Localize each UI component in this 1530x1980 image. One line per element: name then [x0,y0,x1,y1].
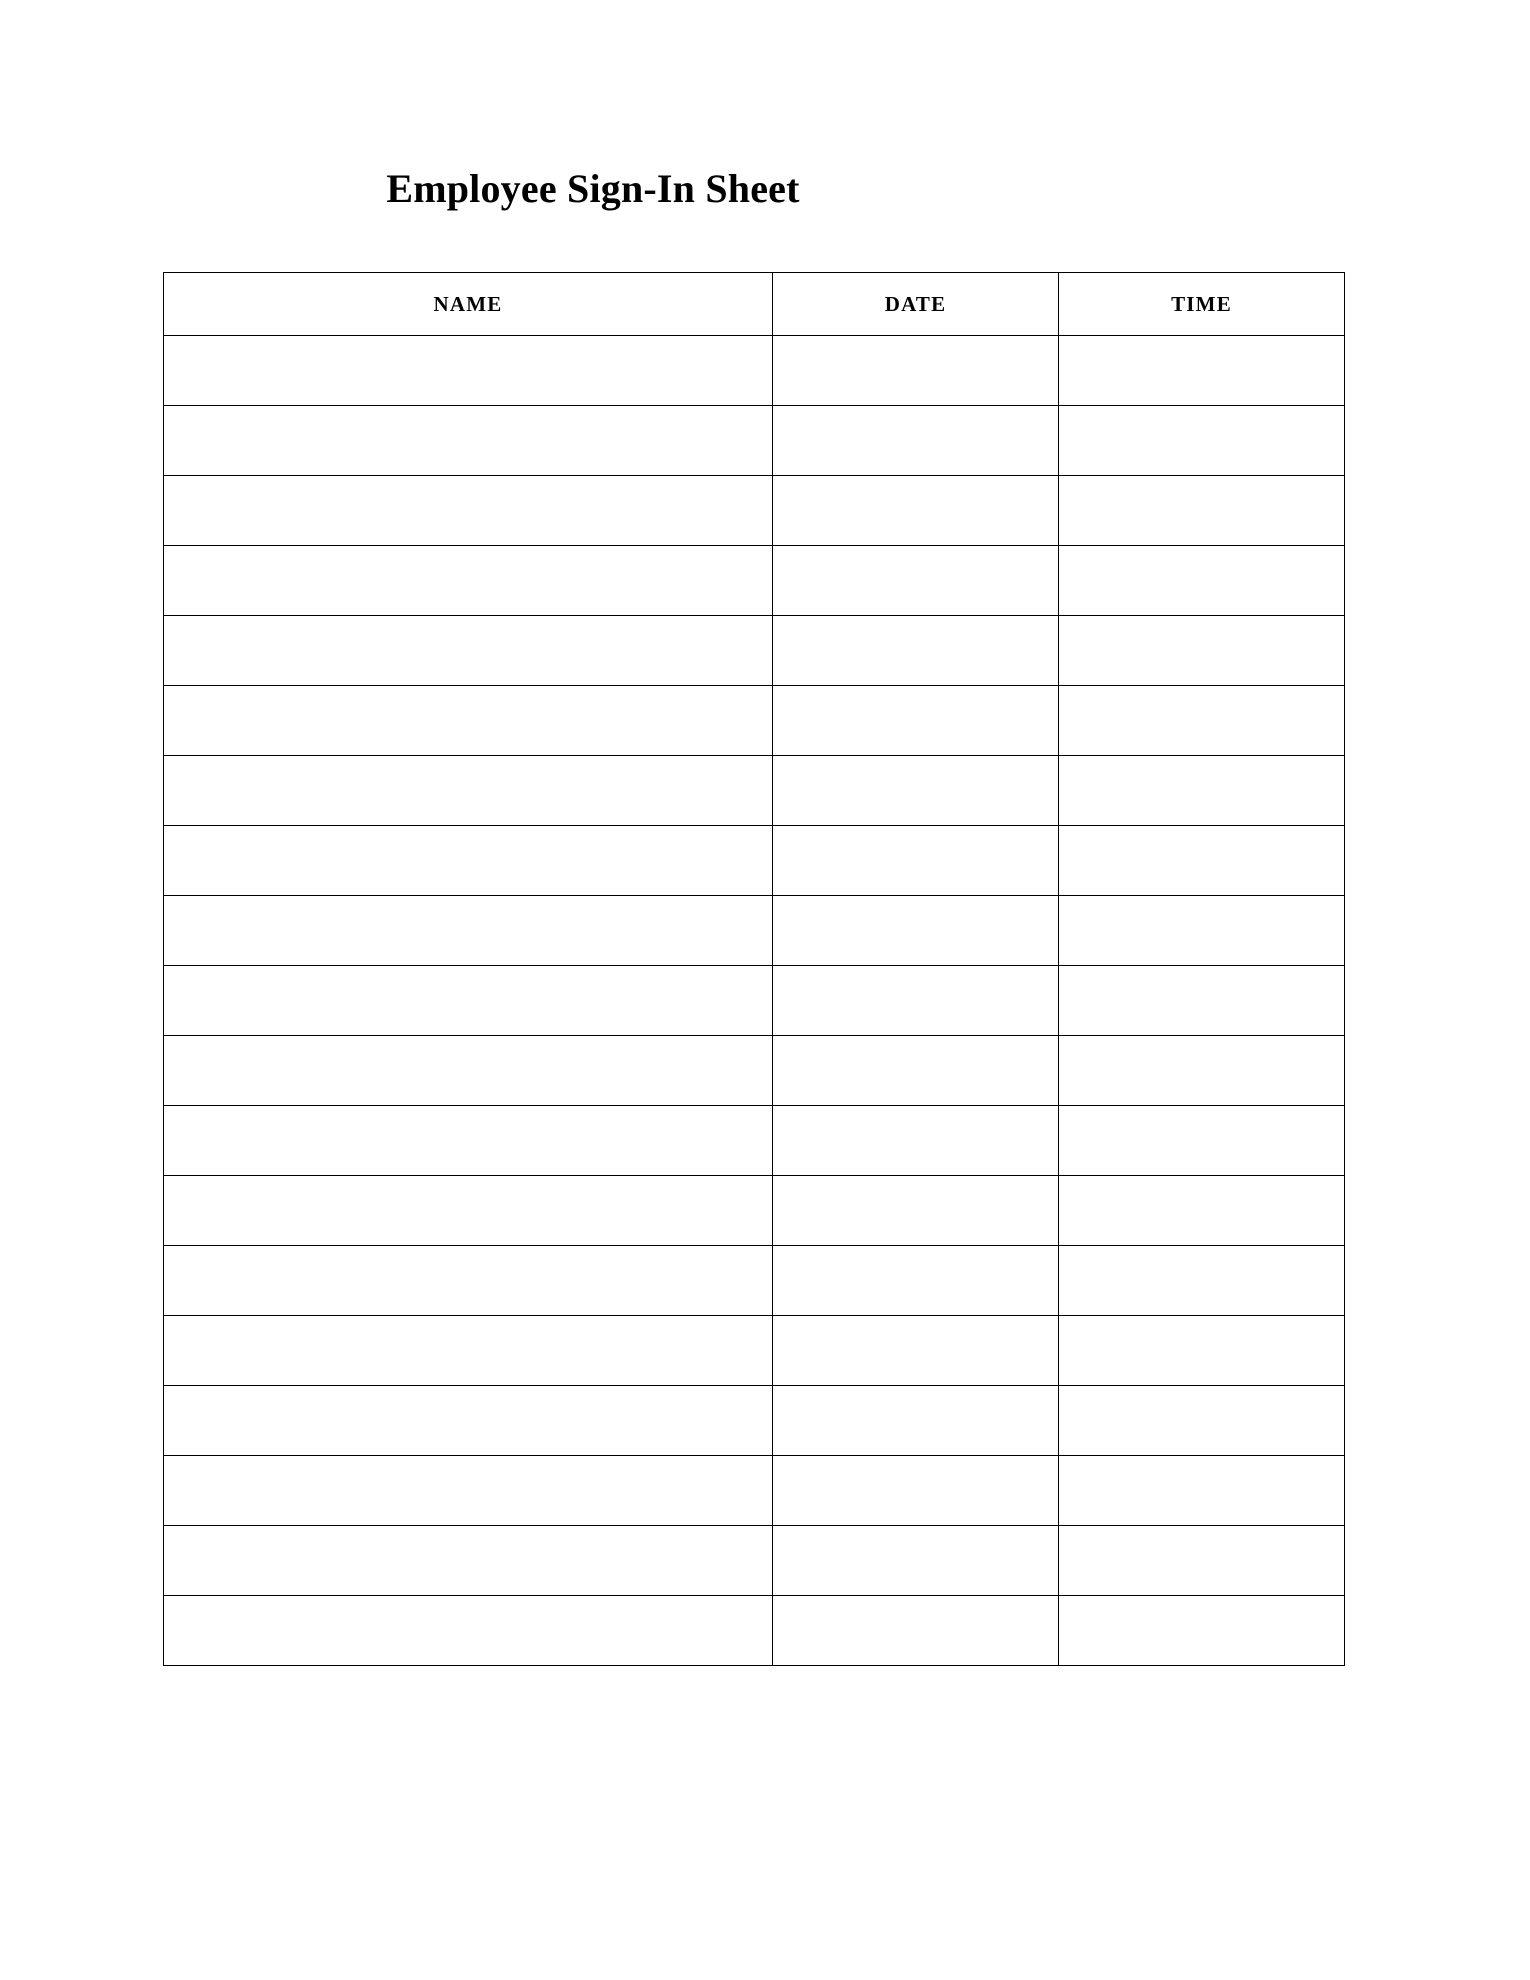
cell-date[interactable] [773,966,1059,1036]
table-row [164,1246,1345,1316]
table-row [164,756,1345,826]
table-row [164,1036,1345,1106]
cell-date[interactable] [773,1526,1059,1596]
entry-name [172,642,772,660]
cell-name[interactable] [164,1036,773,1106]
cell-time[interactable] [1059,1596,1345,1666]
cell-name[interactable] [164,1526,773,1596]
table-row [164,406,1345,476]
entry-name [172,432,772,450]
entry-time [1067,1062,1344,1080]
cell-name[interactable] [164,616,773,686]
table-row [164,1386,1345,1456]
entry-name [172,362,772,380]
cell-time[interactable] [1059,1176,1345,1246]
entry-time [1067,712,1344,730]
cell-date[interactable] [773,1106,1059,1176]
cell-name[interactable] [164,476,773,546]
entry-date [781,922,1058,940]
cell-name[interactable] [164,1386,773,1456]
table-row [164,1176,1345,1246]
entry-name [172,502,772,520]
cell-name[interactable] [164,1176,773,1246]
table-row [164,476,1345,546]
table-row [164,1596,1345,1666]
cell-name[interactable] [164,1246,773,1316]
cell-time[interactable] [1059,1456,1345,1526]
cell-date[interactable] [773,1176,1059,1246]
cell-name[interactable] [164,756,773,826]
cell-name[interactable] [164,686,773,756]
cell-time[interactable] [1059,1246,1345,1316]
entry-name [172,992,772,1010]
entry-time [1067,572,1344,590]
table-row [164,826,1345,896]
entry-name [172,782,772,800]
entry-name [172,852,772,870]
sign-in-table [163,272,1345,1666]
table-row [164,336,1345,406]
cell-time[interactable] [1059,686,1345,756]
cell-time[interactable] [1059,1316,1345,1386]
entry-name [172,1482,772,1500]
entry-date [781,992,1058,1010]
entry-time [1067,1132,1344,1150]
table-row [164,1526,1345,1596]
table-row [164,1316,1345,1386]
entry-date [781,362,1058,380]
cell-date[interactable] [773,616,1059,686]
entry-time [1067,432,1344,450]
cell-time[interactable] [1059,896,1345,966]
column-header-date: DATE [773,273,1059,336]
entry-time [1067,642,1344,660]
entry-name [172,572,772,590]
cell-time[interactable] [1059,616,1345,686]
entry-time [1067,782,1344,800]
entry-date [781,572,1058,590]
entry-time [1067,1482,1344,1500]
table-header-row [164,273,1345,336]
entry-time [1067,1272,1344,1290]
entry-date [781,502,1058,520]
entry-date [781,1132,1058,1150]
entry-date [781,1342,1058,1360]
cell-time[interactable] [1059,406,1345,476]
entry-time [1067,362,1344,380]
entry-name [172,922,772,940]
column-header-time: TIME [1059,273,1345,336]
entry-date [781,642,1058,660]
cell-date[interactable] [773,406,1059,476]
entry-name [172,1132,772,1150]
entry-date [781,1202,1058,1220]
cell-time[interactable] [1059,336,1345,406]
table-row [164,616,1345,686]
cell-time[interactable] [1059,1526,1345,1596]
cell-time[interactable] [1059,1036,1345,1106]
page-title: Employee Sign-In Sheet [386,165,800,211]
entry-time [1067,1622,1344,1640]
table-body [164,336,1345,1666]
cell-date[interactable] [773,1316,1059,1386]
cell-date[interactable] [773,896,1059,966]
entry-date [781,1552,1058,1570]
cell-time[interactable] [1059,756,1345,826]
table-row [164,686,1345,756]
cell-date[interactable] [773,1456,1059,1526]
entry-name [172,1622,772,1640]
table-row [164,1456,1345,1526]
entry-name [172,1552,772,1570]
entry-name [172,712,772,730]
entry-name [172,1272,772,1290]
cell-name[interactable] [164,1456,773,1526]
cell-date[interactable] [773,1036,1059,1106]
entry-date [781,1482,1058,1500]
entry-time [1067,922,1344,940]
table-row [164,1106,1345,1176]
table-row [164,896,1345,966]
cell-date[interactable] [773,476,1059,546]
cell-time[interactable] [1059,826,1345,896]
entry-time [1067,1552,1344,1570]
cell-time[interactable] [1059,1106,1345,1176]
entry-name [172,1412,772,1430]
entry-date [781,782,1058,800]
cell-name[interactable] [164,1106,773,1176]
entry-time [1067,1412,1344,1430]
cell-date[interactable] [773,336,1059,406]
entry-time [1067,992,1344,1010]
cell-date[interactable] [773,756,1059,826]
cell-date[interactable] [773,1386,1059,1456]
entry-time [1067,1342,1344,1360]
entry-date [781,712,1058,730]
cell-name[interactable] [164,336,773,406]
entry-date [781,1412,1058,1430]
cell-date[interactable] [773,826,1059,896]
entry-date [781,432,1058,450]
entry-time [1067,852,1344,870]
cell-time[interactable] [1059,546,1345,616]
cell-name[interactable] [164,1596,773,1666]
cell-time[interactable] [1059,966,1345,1036]
entry-name [172,1342,772,1360]
entry-date [781,1272,1058,1290]
table-header [164,273,1345,336]
cell-date[interactable] [773,1596,1059,1666]
entry-name [172,1202,772,1220]
table-row [164,966,1345,1036]
entry-time [1067,1202,1344,1220]
cell-date[interactable] [773,686,1059,756]
cell-name[interactable] [164,826,773,896]
cell-date[interactable] [773,1246,1059,1316]
column-header-name: NAME [164,273,773,336]
cell-name[interactable] [164,546,773,616]
cell-name[interactable] [164,1316,773,1386]
entry-date [781,1062,1058,1080]
cell-name[interactable] [164,966,773,1036]
cell-time[interactable] [1059,476,1345,546]
entry-time [1067,502,1344,520]
table-row [164,546,1345,616]
entry-date [781,1622,1058,1640]
cell-date[interactable] [773,546,1059,616]
entry-name [172,1062,772,1080]
cell-name[interactable] [164,406,773,476]
entry-date [781,852,1058,870]
cell-name[interactable] [164,896,773,966]
cell-time[interactable] [1059,1386,1345,1456]
